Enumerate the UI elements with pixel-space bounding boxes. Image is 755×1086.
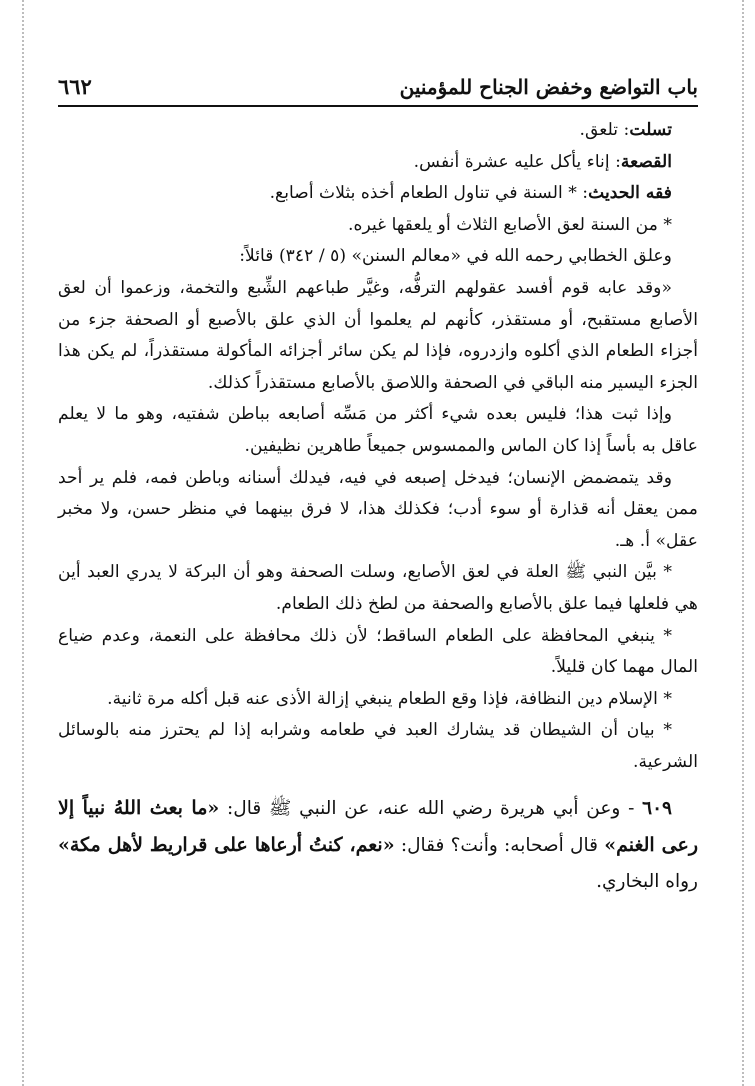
hadith-quote: «نعم، كنتُ أرعاها على قراريط لأهل مكة» xyxy=(58,834,395,857)
page-header xyxy=(58,74,698,107)
fiqh-text: : * السنة في تناول الطعام أخذه بثلاث أصابع. xyxy=(269,183,589,204)
bullet-point: * ينبغي المحافظة على الطعام الساقط؛ لأن ذلك محافظة على النعمة، وعدم ضياع المال مهما كان قليلاً. xyxy=(58,625,698,678)
page-number: ٦٦٢ xyxy=(58,74,92,99)
fiqh-heading: فقه الحديث xyxy=(588,183,672,204)
quote-paragraph: وقد يتمضمض الإنسان؛ فيدخل إصبعه في فيه، فيدلك أسنانه وباطن فمه، فلم ير أحد ممن يعقل أنه قذارة أو سوء أدب؛ فكذلك هذا، لا فرق بينهما في منظر حسن، ولا مخبر عقل» أ. هـ. xyxy=(58,467,698,551)
gloss-text: : إناء يأكل عليه عشرة أنفس. xyxy=(413,151,621,172)
chapter-title: باب التواضع وخفض الجناح للمؤمنين xyxy=(399,75,698,99)
hadith-middle: قال أصحابه: وأنت؟ فقال: xyxy=(394,835,605,857)
hadith-paragraph xyxy=(58,790,698,900)
right-dotted-rule xyxy=(742,0,744,1086)
gloss-line xyxy=(58,147,698,179)
gloss-text: : تلعق. xyxy=(579,120,630,140)
bullet-point: * بيَّن النبي ﷺ العلة في لعق الأصابع، وسلت الصحفة وهو أن البركة لا يدري العبد أين هي فلعلها فيما علق بالأصابع والصحفة من لطخ ذلك الطعام. xyxy=(58,562,698,614)
left-dotted-rule xyxy=(22,0,24,1086)
fiqh-heading-line xyxy=(58,178,698,210)
quote-paragraph: «وقد عابه قوم أفسد عقولهم الترفُّه، وغيَّر طباعهم الشِّبع والتخمة، وزعموا أن لعق الأصابع مستقبح، أو مستقذر، كأنهم لم يعلموا أن الذي علق بالأصبع أو الصحفة جزء من أجزاء الطعام الذي أكلوه وازدروه، فإذا لم يكن سائر أجزائه المأكولة مستقذراً، لم يكن هذا الجزء اليسير منه الباقي في الصحفة واللاصق بالأصابع مستقذراً كذلك. xyxy=(58,277,698,393)
hadith-source: رواه البخاري. xyxy=(596,871,698,893)
bullet-point: * بيان أن الشيطان قد يشارك العبد في طعامه وشرابه إذا لم يحترز منه بالوسائل الشرعية. xyxy=(58,720,698,772)
quote-paragraph: وإذا ثبت هذا؛ فليس بعده شيء أكثر من مَسِّه أصابعه بباطن شفتيه، وهو ما لا يعلم عاقل به بأساً إذا كان الماس والممسوس جميعاً طاهرين نظيفين. xyxy=(58,404,698,456)
hadith-intro: - وعن أبي هريرة رضي الله عنه، عن النبي ﷺ قال: xyxy=(219,798,643,820)
gloss-term: تسلت xyxy=(629,120,672,140)
bullet-point: * الإسلام دين النظافة، فإذا وقع الطعام ينبغي إزالة الأذى عنه قبل أكله مرة ثانية. xyxy=(107,688,672,709)
gloss-line xyxy=(58,115,698,147)
page-body xyxy=(58,115,698,900)
hadith-quote: «ما بعث اللهُ نبياً إلا رعى الغنم» xyxy=(58,797,699,857)
bullet-point: * من السنة لعق الأصابع الثلاث أو يلعقها غيره. xyxy=(348,214,672,235)
hadith-number: ٦٠٩ xyxy=(642,798,672,820)
citation-line: وعلق الخطابي رحمه الله في «معالم السنن» (٥ / ٣٤٢) قائلاً: xyxy=(239,246,672,267)
book-page xyxy=(58,74,698,900)
gloss-term: القصعة xyxy=(620,151,672,172)
